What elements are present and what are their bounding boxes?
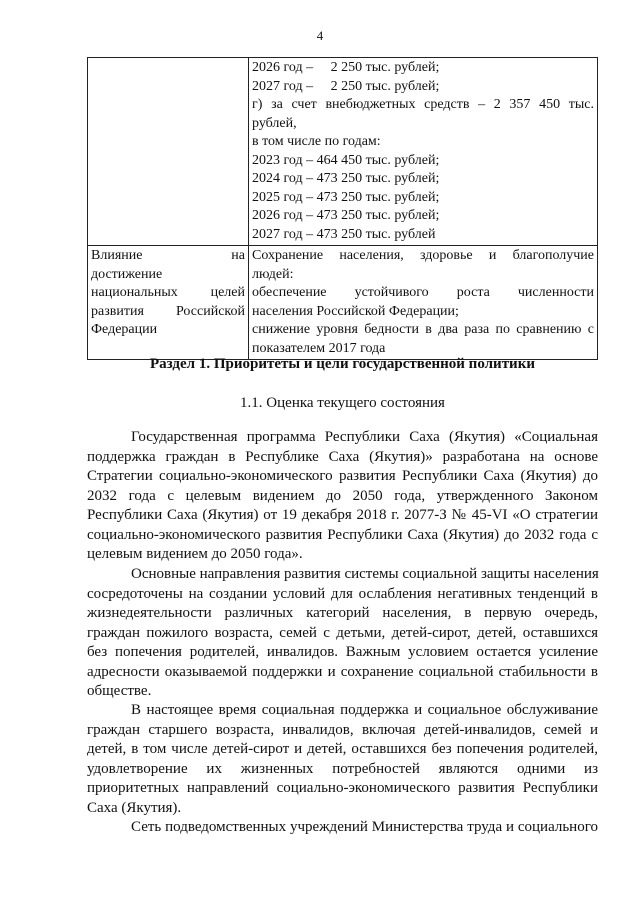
influence-label-line: развития Российской	[91, 303, 245, 319]
paragraph-line: адресности оказываемой поддержки и сохранение социальной стабильности в	[87, 663, 598, 680]
financing-line: 2026 год – 473 250 тыс. рублей;	[252, 208, 440, 223]
influence-value-line: обеспечение устойчивого роста численности	[252, 285, 594, 300]
financing-line: 2024 год – 473 250 тыс. рублей;	[252, 171, 440, 186]
paragraph-4	[87, 818, 598, 838]
paragraph-line: сосредоточены на создании условий для ослабления негативных тенденций в	[87, 585, 598, 602]
paragraph-line: социально-экономического развития Республики Саха (Якутия) до 2032 года с	[87, 526, 598, 543]
influence-label-cell	[88, 246, 249, 360]
influence-value-line: населения Российской Федерации;	[252, 303, 459, 319]
influence-value-cell	[249, 246, 598, 360]
financing-line: 2023 год – 464 450 тыс. рублей;	[252, 152, 440, 168]
influence-label-line: Влияние на	[91, 248, 245, 263]
influence-label-line: достижение	[91, 266, 163, 282]
financing-cell	[249, 58, 598, 246]
financing-line: 2027 год – 473 250 тыс. рублей	[252, 226, 436, 242]
paragraph-3	[87, 701, 598, 818]
financing-line: 2025 год – 473 250 тыс. рублей;	[252, 189, 440, 205]
financing-line: 2027 год – 2 250 тыс. рублей;	[252, 78, 440, 94]
paragraph-line: Республики Саха (Якутия) от 19 декабря 2018 г. 2077-З № 45-VI «О стратегии	[87, 507, 598, 523]
table-row	[88, 246, 598, 360]
influence-value-line: Сохранение населения, здоровье и благополучие	[252, 248, 594, 263]
table-row	[88, 58, 598, 246]
financing-line: г) за счет внебюджетных средств – 2 357 450 тыс.	[252, 97, 594, 112]
paragraph-line: В настоящее время социальная поддержка и социальное обслуживание	[131, 702, 598, 718]
paragraph-line: детей, в том числе детей-сирот и детей, оставшихся без попечения родителей,	[87, 741, 598, 757]
influence-value-line: людей:	[252, 266, 294, 282]
program-info-table	[87, 57, 598, 360]
paragraph-line: граждан старшего возраста, инвалидов, включая детей-инвалидов, семей и	[87, 721, 598, 738]
paragraph-1	[87, 428, 598, 565]
paragraph-line: без попечения родителей, инвалидов. Важным условием остается усиление	[87, 644, 598, 660]
paragraph-line: Стратегии социально-экономического развития Республики Саха (Якутия) до	[87, 468, 598, 484]
section-heading: Раздел 1. Приоритеты и цели государственной политики	[150, 356, 535, 372]
subsection-heading: 1.1. Оценка текущего состояния	[240, 395, 445, 411]
influence-value-line: снижение уровня бедности в два раза по сравнению с	[252, 322, 594, 337]
page-number: 4	[316, 28, 324, 43]
paragraph-line: обществе.	[87, 683, 152, 699]
paragraph-line: Государственная программа Республики Саха (Якутия) «Социальная	[131, 429, 598, 445]
paragraph-line: поддержка граждан в Республике Саха (Якутия)» разработана на основе	[87, 448, 598, 465]
paragraph-2	[87, 565, 598, 702]
paragraph-line: целевым видением до 2050 года».	[87, 546, 303, 562]
influence-value-line: показателем 2017 года	[252, 340, 386, 356]
paragraph-line: граждан пожилого возраста, семей с детьми, детей-сирот, детей, оставшихся	[87, 624, 598, 641]
financing-line: рублей,	[252, 115, 297, 131]
paragraph-line: 2032 года с целевым видением до 2050 года, утвержденного Законом	[87, 487, 598, 504]
influence-label-line: национальных целей	[91, 285, 245, 300]
paragraph-line: приоритетных направлений социально-экономического развития Республики	[87, 780, 598, 796]
financing-line: в том числе по годам:	[252, 134, 381, 149]
paragraph-line: жизнедеятельности различных категорий населения, в первую очередь,	[87, 605, 598, 621]
table-cell-empty	[88, 58, 249, 246]
influence-label-line: Федерации	[91, 322, 158, 337]
paragraph-line: Саха (Якутия).	[87, 799, 182, 816]
paragraph-line: Сеть подведомственных учреждений Министерства труда и социального	[131, 819, 598, 835]
paragraph-line: Основные направления развития системы социальной защиты населения	[131, 566, 599, 582]
financing-line: 2026 год – 2 250 тыс. рублей;	[252, 60, 440, 75]
paragraph-line: удовлетворение их жизненных потребностей являются одними из	[87, 760, 598, 777]
